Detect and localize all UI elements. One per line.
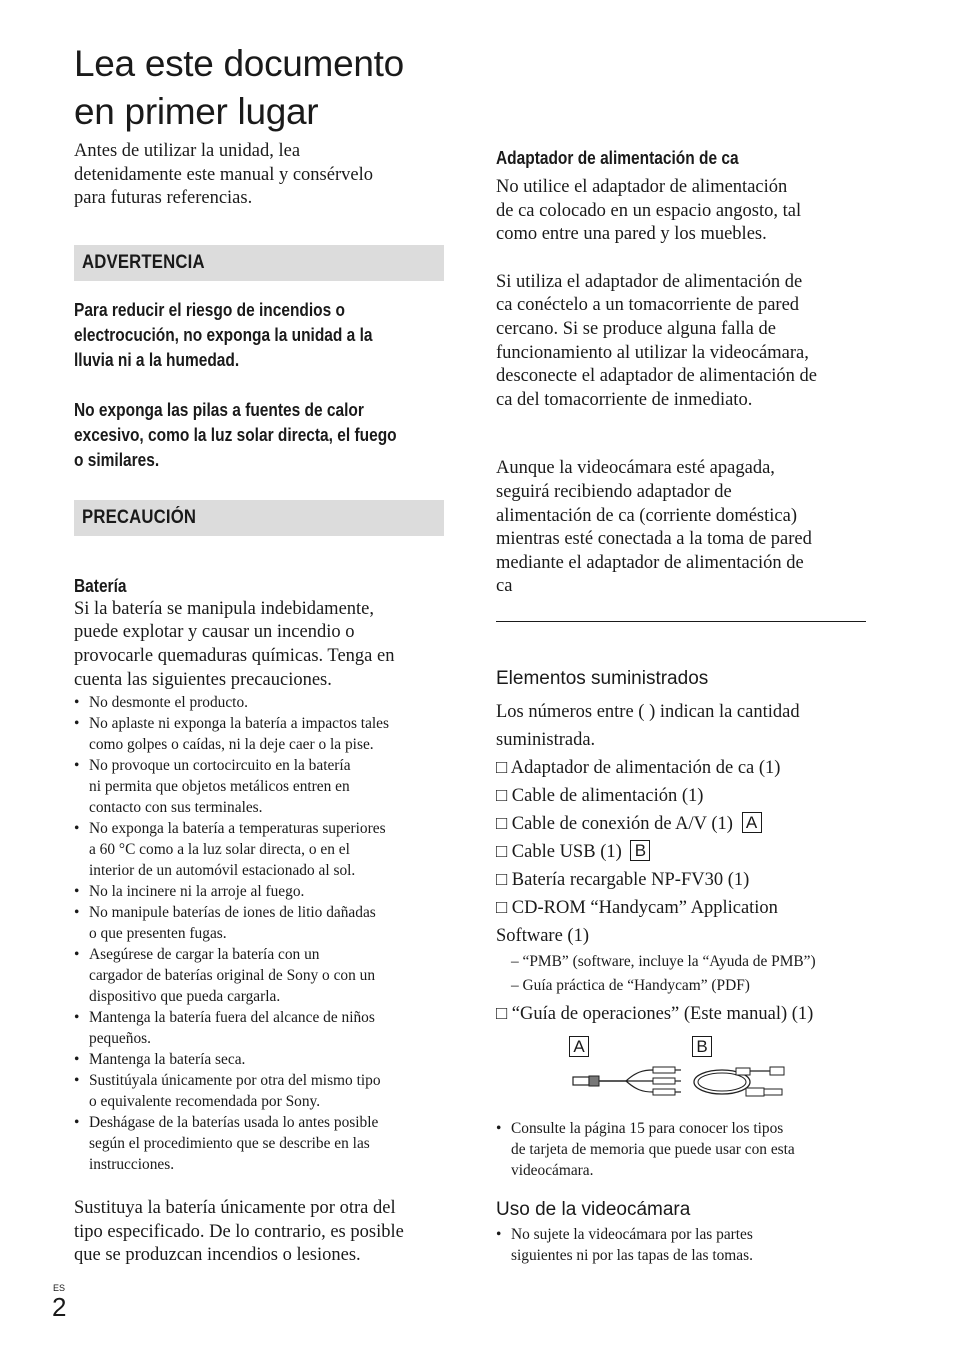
- supplied-items-list: [496, 754, 866, 1028]
- list-item: □ Cable USB (1) B: [496, 838, 866, 866]
- av-cable-illustration: [571, 1064, 691, 1100]
- list-item: • Mantenga la batería fuera del alcance de niños pequeños.: [74, 1007, 444, 1049]
- list-item: • No exponga la batería a temperaturas superiores a 60 °C como a la luz solar directa, o en el interior de un automóvil estacionado al sol.: [74, 818, 444, 881]
- list-item: □ Adaptador de alimentación de ca (1): [496, 757, 781, 778]
- tag-b-badge: B: [630, 840, 650, 861]
- adaptador-heading: Adaptador de alimentación de ca: [496, 148, 739, 168]
- bateria-precautions-list: [74, 692, 444, 1175]
- uso-list: [496, 1224, 866, 1266]
- adaptador-p1: No utilice el adaptador de alimentación de ca colocado en un espacio angosto, tal como entre una pared y los muebles.: [496, 177, 802, 245]
- list-item: • No sujete la videocámara por las partes siguientes ni por las tapas de las tomas.: [496, 1224, 866, 1266]
- right-column: [496, 146, 866, 1266]
- title-line-2: en primer lugar: [74, 91, 319, 132]
- elementos-heading: Elementos suministrados: [496, 667, 709, 689]
- list-item: □ Cable de alimentación (1): [496, 785, 704, 806]
- list-item: • No manipule baterías de iones de litio dañadas o que presenten fugas.: [74, 902, 444, 944]
- page-title: [74, 40, 494, 136]
- cdrom-sub-item: – “PMB” (software, incluye la “Ayuda de PMB”): [511, 952, 816, 970]
- cdrom-sub-item: – Guía práctica de “Handycam” (PDF): [511, 976, 750, 994]
- usb-cable-illustration: [692, 1064, 792, 1100]
- list-item: • Asegúrese de cargar la batería con un cargador de baterías original de Sony o con un dispositivo que pueda cargarla.: [74, 944, 444, 1007]
- precaucion-heading: PRECAUCIÓN: [74, 500, 444, 536]
- list-item: • Sustitúyala únicamente por otra del mismo tipo o equivalente recomendada por Sony.: [74, 1070, 444, 1112]
- page-language-code: ES: [53, 1283, 66, 1293]
- warning-heat: No exponga las pilas a fuentes de calor excesivo, como la luz solar directa, el fuego o similares.: [74, 399, 397, 470]
- list-item: • No desmonte el producto.: [74, 692, 444, 713]
- bateria-intro: Si la batería se manipula indebidamente, puede explotar y causar un incendio o provocarle quemaduras químicas. Tenga en cuenta las siguientes precauciones.: [74, 598, 395, 690]
- intro-line: Antes de utilizar la unidad, lea: [74, 141, 301, 161]
- warning-fire: Para reducir el riesgo de incendios o electrocución, no exponga la unidad a la lluvia ni a la humedad.: [74, 299, 373, 370]
- list-item: □ Batería recargable NP-FV30 (1): [496, 869, 750, 890]
- page-number: 2: [52, 1292, 67, 1322]
- sustituya-paragraph: Sustituya la batería únicamente por otra del tipo especificado. De lo contrario, es posible que se produzcan incendios o lesiones.: [74, 1198, 404, 1266]
- title-line-1: Lea este documento: [74, 43, 404, 84]
- list-item: • Deshágase de la baterías usada lo antes posible según el procedimiento que se describe en las instrucciones.: [74, 1112, 444, 1175]
- figure-label-a: A: [569, 1036, 589, 1057]
- left-column: [74, 140, 444, 1268]
- cables-figure: [496, 1036, 866, 1114]
- elementos-intro: Los números entre ( ) indican la cantidad suministrada.: [496, 701, 800, 750]
- intro-line: detenidamente este manual y consérvelo: [74, 164, 373, 185]
- list-item: • No aplaste ni exponga la batería a impactos tales como golpes o caídas, ni la deje caer o la pise.: [74, 713, 444, 755]
- tag-a-badge: A: [742, 812, 762, 833]
- list-item: • Mantenga la batería seca.: [74, 1049, 444, 1070]
- intro-paragraph: [74, 140, 444, 211]
- list-item: □ Cable de conexión de A/V (1) A: [496, 810, 866, 838]
- list-item: • No provoque un cortocircuito en la batería ni permita que objetos metálicos entren en contacto con sus terminales.: [74, 755, 444, 818]
- uso-heading: Uso de la videocámara: [496, 1198, 691, 1220]
- figure-label-b: B: [692, 1036, 712, 1057]
- list-item: • No la incinere ni la arroje al fuego.: [74, 881, 444, 902]
- list-item: □ “Guía de operaciones” (Este manual) (1): [496, 1003, 814, 1024]
- intro-line: para futuras referencias.: [74, 188, 253, 209]
- adaptador-p3: Aunque la videocámara esté apagada, seguirá recibiendo adaptador de alimentación de ca (corriente doméstica) mientras esté conectada a la toma de pared mediante el adaptador de alimentación de ca: [496, 458, 812, 597]
- advertencia-heading: ADVERTENCIA: [74, 245, 444, 281]
- list-item: □ CD-ROM “Handycam” Application Software (1): [496, 897, 778, 946]
- memory-card-note: [496, 1118, 866, 1181]
- list-item: • Consulte la página 15 para conocer los tipos de tarjeta de memoria que puede usar con esta videocámara.: [496, 1118, 866, 1181]
- adaptador-p2: Si utiliza el adaptador de alimentación de ca conéctelo a un tomacorriente de pared cercano. Si se produce alguna falla de funcionamiento al utilizar la videocámara, desconecte el adaptador de alimentación de ca del tomacorriente de inmediato.: [496, 271, 818, 410]
- bateria-heading: Batería: [74, 575, 127, 596]
